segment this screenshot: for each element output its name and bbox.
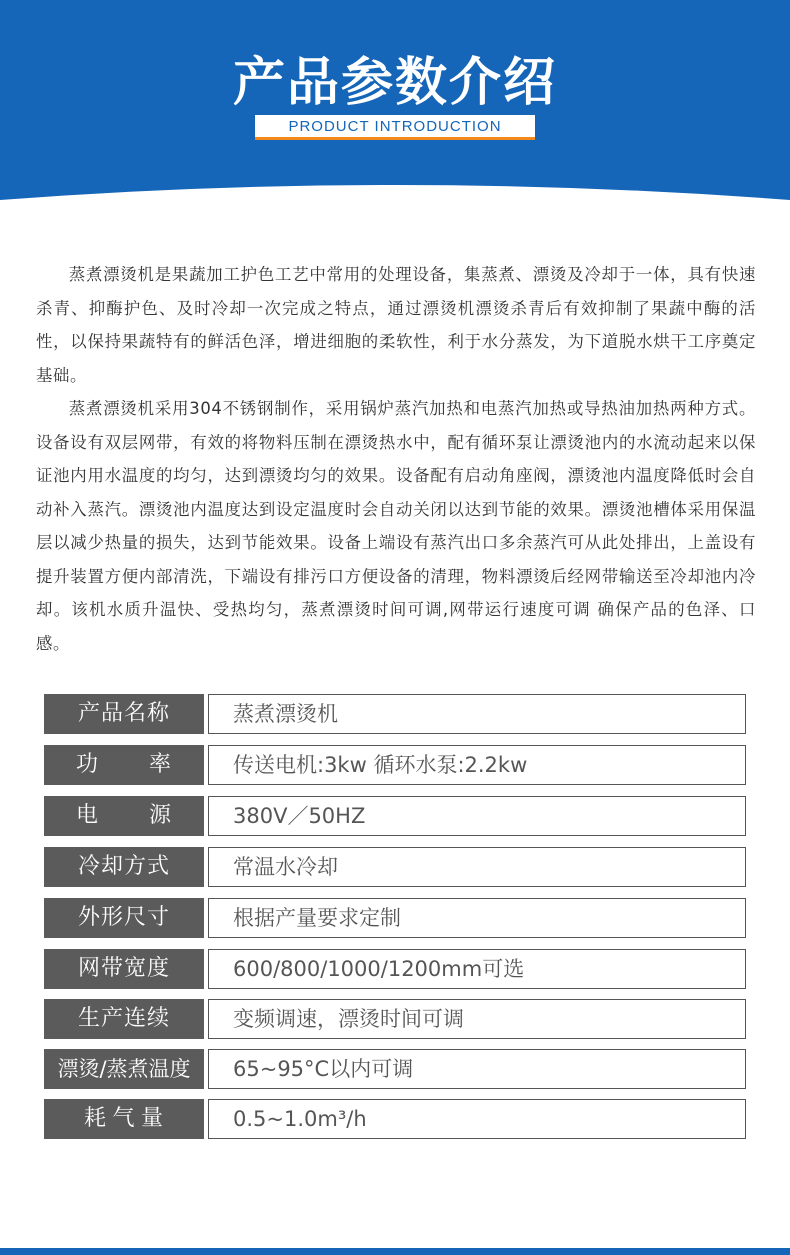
table-row xyxy=(44,796,746,836)
spec-value: 常温水冷却 xyxy=(208,847,746,887)
spec-label: 生产连续 xyxy=(44,999,204,1039)
spec-value: 600/800/1000/1200mm可选 xyxy=(208,949,746,989)
table-row xyxy=(44,745,746,785)
spec-label: 外形尺寸 xyxy=(44,898,204,938)
spec-value: 变频调速，漂烫时间可调 xyxy=(208,999,746,1039)
table-row xyxy=(44,1099,746,1139)
spec-value: 0.5~1.0m³/h xyxy=(208,1099,746,1139)
spec-value: 65~95°C以内可调 xyxy=(208,1049,746,1089)
spec-value: 传送电机:3kw 循环水泵:2.2kw xyxy=(208,745,746,785)
spec-label: 电源 xyxy=(44,796,204,836)
table-row xyxy=(44,694,746,734)
spec-label: 功率 xyxy=(44,745,204,785)
spec-label: 产品名称 xyxy=(44,694,204,734)
header-banner xyxy=(0,0,790,210)
table-row xyxy=(44,847,746,887)
intro-section xyxy=(36,258,756,660)
spec-label: 网带宽度 xyxy=(44,949,204,989)
spec-value: 380V／50HZ xyxy=(208,796,746,836)
table-row xyxy=(44,898,746,938)
spec-label: 冷却方式 xyxy=(44,847,204,887)
intro-paragraph: 蒸煮漂烫机采用304不锈钢制作，采用锅炉蒸汽加热和电蒸汽加热或导热油加热两种方式。设备设有双层网带，有效的将物料压制在漂烫热水中，配有循环泵让漂烫池内的水流动起来以保证池内用水温度的均匀，达到漂烫均匀的效果。设备配有启动角座阀，漂烫池内温度降低时会自动补入蒸汽。漂烫池内温度达到设定温度时会自动关闭以达到节能的效果。漂烫池槽体采用保温层以减少热量的损失，达到节能效果。设备上端设有蒸汽出口多余蒸汽可从此处排出，上盖设有提升装置方便内部清洗，下端设有排污口方便设备的清理，物料漂烫后经网带输送至冷却池内冷却。该机水质升温快、受热均匀，蒸煮漂烫时间可调,网带运行速度可调 确保产品的色泽、口感。 xyxy=(36,399,756,653)
spec-label: 耗气量 xyxy=(44,1099,204,1139)
intro-paragraph: 蒸煮漂烫机是果蔬加工护色工艺中常用的处理设备，集蒸煮、漂烫及冷却于一体，具有快速杀青、抑酶护色、及时冷却一次完成之特点，通过漂烫机漂烫杀青后有效抑制了果蔬中酶的活性，以保持果蔬特有的鲜活色泽，增进细胞的柔软性，利于水分蒸发，为下道脱水烘干工序奠定基础。 xyxy=(36,265,756,385)
page-title: 产品参数介绍 xyxy=(232,53,557,113)
footer-bar xyxy=(0,1248,790,1255)
page-subtitle: PRODUCT INTRODUCTION xyxy=(255,115,535,140)
spec-label: 漂烫/蒸煮温度 xyxy=(44,1049,204,1089)
spec-value: 根据产量要求定制 xyxy=(208,898,746,938)
table-row xyxy=(44,949,746,989)
table-row xyxy=(44,1049,746,1089)
table-row xyxy=(44,999,746,1039)
spec-value: 蒸煮漂烫机 xyxy=(208,694,746,734)
